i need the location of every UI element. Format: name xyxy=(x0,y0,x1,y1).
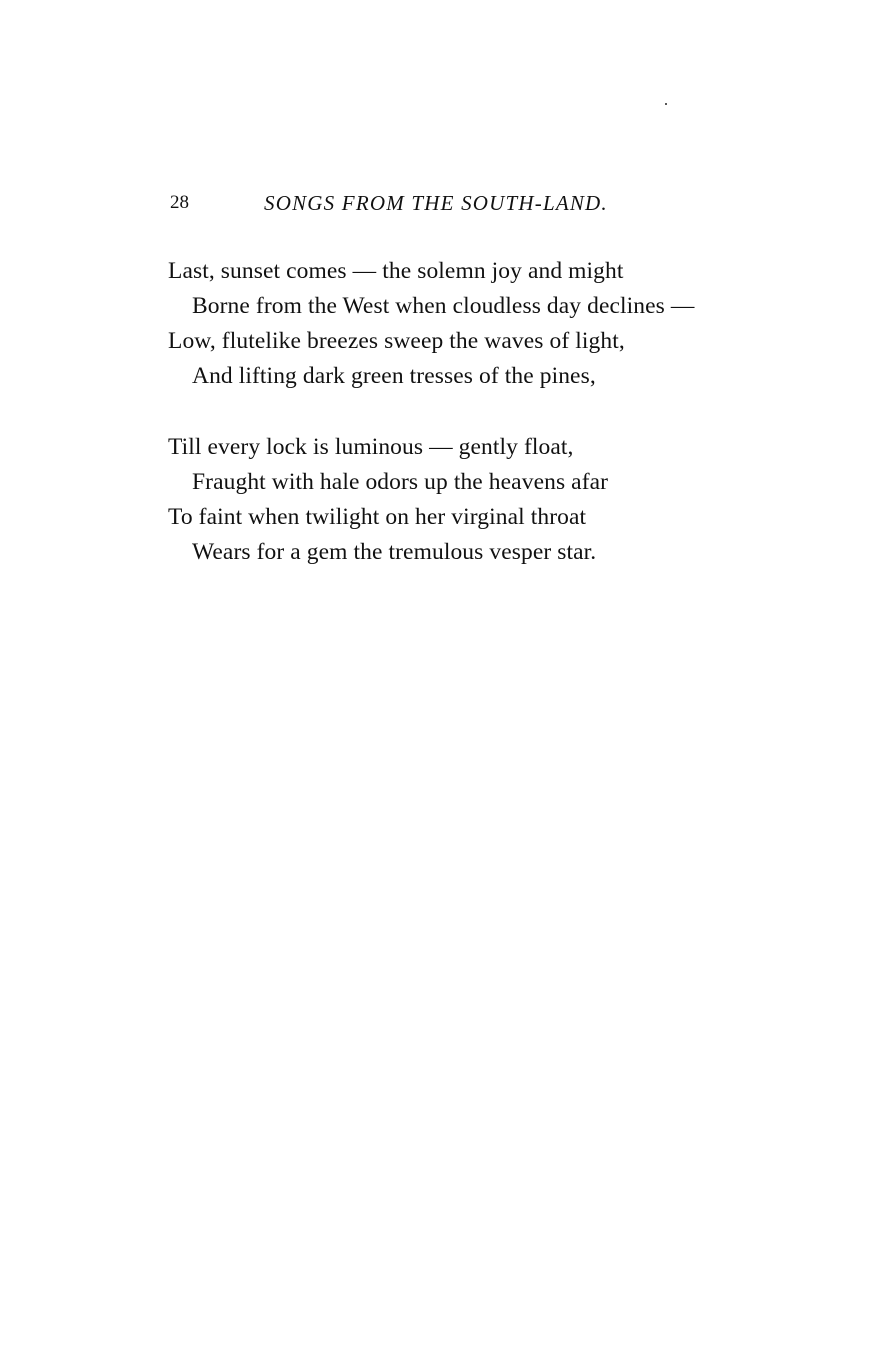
poem-line: Fraught with hale odors up the heavens afar xyxy=(192,469,609,495)
poem-line: Last, sunset comes — the solemn joy and might xyxy=(168,258,624,284)
poem-line: Borne from the West when cloudless day declines — xyxy=(192,293,695,319)
poem-line: To faint when twilight on her virginal throat xyxy=(168,504,587,530)
stanza xyxy=(168,430,768,570)
running-title: SONGS FROM THE SOUTH-LAND. xyxy=(264,191,608,215)
ink-speck xyxy=(665,103,667,105)
page-number: 28 xyxy=(170,192,189,213)
poem-line: And lifting dark green tresses of the pines, xyxy=(192,363,596,389)
poem-line: Till every lock is luminous — gently float, xyxy=(168,434,574,460)
poem-line: Wears for a gem the tremulous vesper star. xyxy=(192,539,597,565)
page-header xyxy=(170,189,690,217)
stanza xyxy=(168,254,768,394)
poem xyxy=(168,254,768,570)
poem-line: Low, flutelike breezes sweep the waves of light, xyxy=(168,328,625,354)
